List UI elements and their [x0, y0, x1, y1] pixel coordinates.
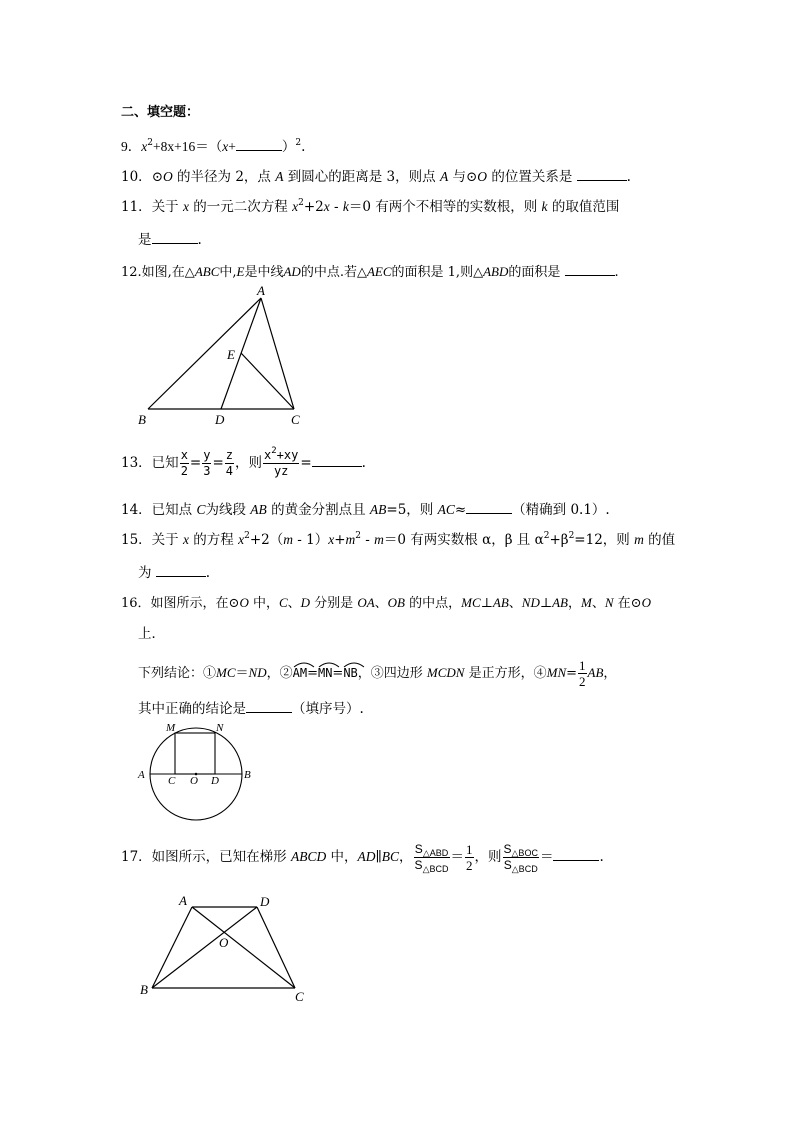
label-c: C: [291, 412, 300, 427]
question-16: 16．如图所示，在⊙O 中，C、D 分别是 OA、OB 的中点，MC⊥AB、ND⊥AB，M、N 在⊙O: [121, 595, 651, 611]
label-a: A: [138, 769, 145, 781]
label-c: C: [168, 775, 176, 787]
figure-16-circle: [134, 718, 264, 822]
question-12: 12.如图,在△ABC中,E是中线AD的中点.若△AEC的面积是 1,则△ABD的面积是 .: [121, 264, 619, 280]
label-m: M: [166, 722, 176, 734]
label-d: D: [260, 894, 270, 909]
label-b: B: [244, 769, 251, 781]
diagonal-ac: [192, 907, 295, 988]
question-15: 15．关于 x 的方程 $x^2+2(m - 1)x+m^2 - m=0$ 有两实数根 α，β 且 $\alpha^2+\beta^2=12$，则 m 的值: [121, 531, 676, 548]
question-16-line2: 上．: [138, 626, 165, 642]
answer-blank[interactable]: [553, 848, 599, 861]
fraction-x-2: $\frac{x}{2}$: [180, 448, 188, 478]
label-d: D: [211, 775, 219, 787]
segment-dc: [257, 907, 295, 988]
fraction-area-ratio-1: $\frac{S_{\triangle ABD}}{S_{\triangle BCD}}$: [414, 842, 449, 874]
question-16-line4: 其中正确的结论是 （填序号）.: [138, 701, 364, 717]
answer-blank[interactable]: [312, 454, 362, 467]
label-o: O: [219, 935, 229, 950]
fraction-y-3: $\frac{y}{3}$: [203, 448, 211, 478]
answer-blank[interactable]: [466, 501, 512, 514]
answer-blank[interactable]: [152, 231, 198, 244]
question-15-line2: 为 .: [138, 565, 211, 581]
segment-ab: [148, 298, 261, 409]
arc-nb: NB: [343, 664, 357, 679]
square-mcdn: [175, 733, 215, 774]
answer-blank[interactable]: [565, 263, 615, 276]
label-c: C: [295, 989, 304, 1004]
question-13: 13．已知 $\frac{x}{2}$ = $\frac{y}{3}$ = $\frac{z}{4}$ ，则 $\frac{x^2+xy}{yz}$ = .: [121, 446, 366, 478]
segment-ab: [152, 907, 192, 988]
answer-blank[interactable]: [246, 700, 292, 713]
section-title: 二、填空题：: [121, 105, 200, 120]
fraction-one-half: $\frac{1}{2}$: [466, 842, 473, 873]
question-11-line2: 是 .: [138, 232, 202, 248]
question-11: 11．关于 x 的一元二次方程 $x^2+2x - k=0$ 有两个不相等的实数根，则 k 的取值范围: [121, 198, 620, 215]
label-a: A: [179, 893, 187, 908]
fraction-area-ratio-2: $\frac{S_{\triangle BOC}}{S_{\triangle BCD}}$: [503, 842, 538, 874]
label-b: B: [140, 982, 148, 997]
question-10: 10．⊙O 的半径为 2，点 A 到圆心的距离是 3，则点 A 与⊙O 的位置关系是 .: [121, 169, 631, 185]
label-d: D: [215, 412, 225, 427]
label-b: B: [138, 412, 146, 427]
fraction-z-4: $\frac{z}{4}$: [225, 448, 234, 478]
answer-blank[interactable]: [577, 168, 627, 181]
answer-blank[interactable]: [236, 138, 282, 151]
label-n: N: [216, 722, 224, 734]
question-9: 9．$x^2+8x+16=(x+ )^2$.: [121, 138, 306, 155]
arc-am: AM: [293, 664, 307, 679]
answer-blank[interactable]: [156, 564, 206, 577]
figure-12-triangle: [130, 280, 320, 430]
arc-mn: MN: [318, 664, 332, 679]
question-14: 14．已知点 C为线段 AB 的黄金分割点且 AB=5，则 AC≈ （精确到 0.1）.: [121, 502, 610, 518]
label-a: A: [257, 283, 265, 298]
question-17: 17．如图所示，已知在梯形 ABCD 中，AD∥BC， $\frac{S_{\triangle ABD}}{S_{\triangle BCD}}$ ＝ $\frac{1}{2}$ ，则 $\frac{S_{\triangle BOC}}{S_{\triangle BCD}}$ ＝ .: [121, 842, 604, 874]
diagonal-bd: [152, 907, 257, 988]
question-16-line3: 下列结论：①MC＝ND，② AM= MN= NB，③四边形 MCDN 是正方形，④MN= $\frac{1}{2}$ AB，: [138, 658, 617, 689]
figure-17-trapezoid: [134, 890, 314, 1006]
fraction-expression: $\frac{x^2+xy}{yz}$: [264, 446, 299, 478]
fraction-one-half: $\frac{1}{2}$: [579, 658, 586, 689]
label-o: O: [190, 775, 198, 787]
label-e: E: [227, 347, 235, 362]
